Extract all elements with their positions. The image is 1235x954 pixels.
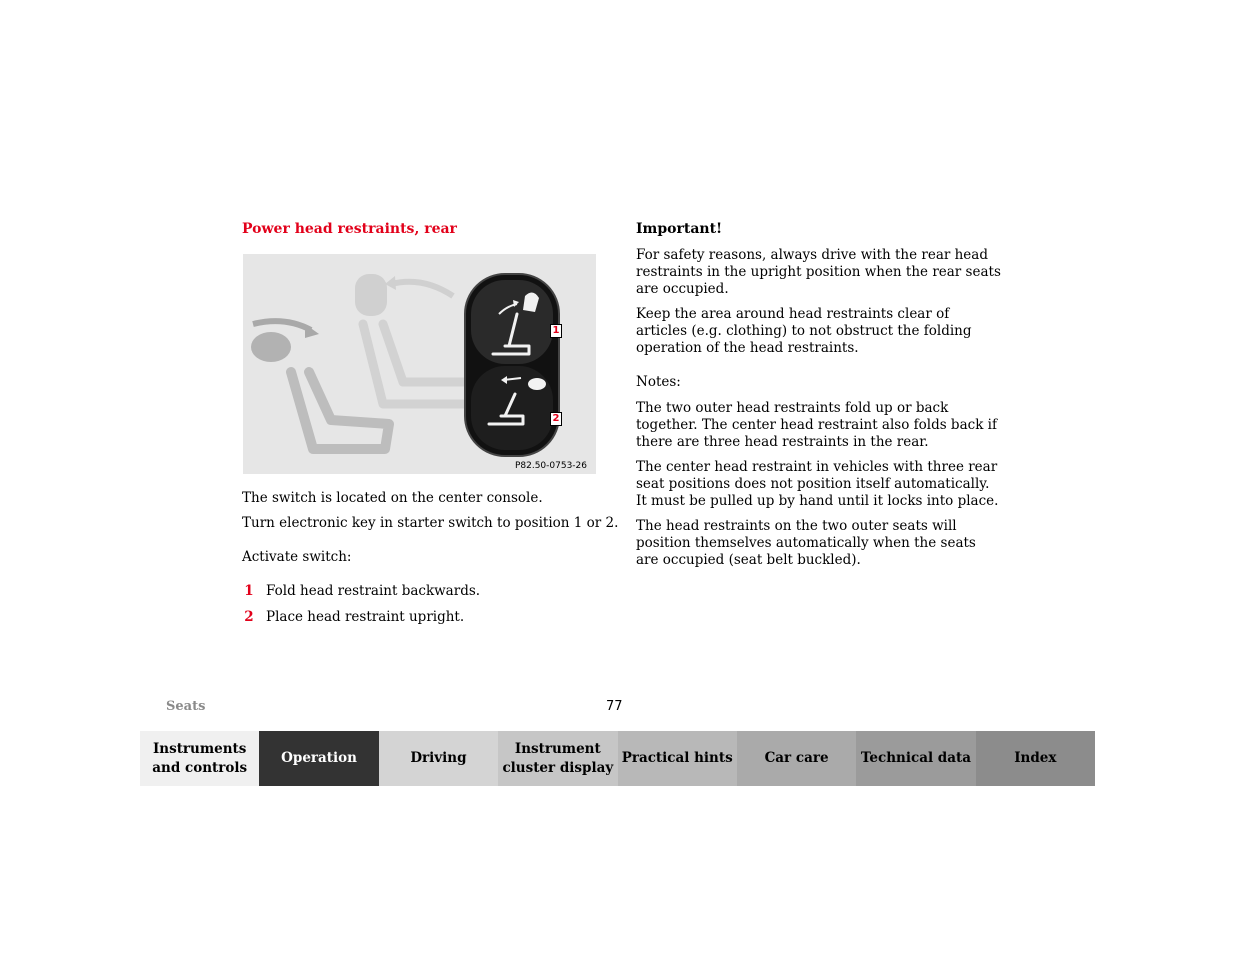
important-paragraph-1: For safety reasons, always drive with the rear head restraints in the upright position when the rear seats are occupied. — [636, 247, 1001, 297]
tab-label: Car care — [764, 750, 829, 766]
footer-section-name: Seats — [166, 699, 206, 714]
step-number: 2 — [244, 609, 254, 625]
tab-index[interactable] — [976, 731, 1095, 786]
step-text: Fold head restraint backwards. — [266, 583, 481, 599]
notes-paragraph-3: The head restraints on the two outer seats will position themselves automatically when the seats are occupied (seat belt buckled). — [636, 518, 976, 568]
tab-label: Index — [1014, 750, 1057, 766]
tab-practical-hints[interactable] — [618, 731, 737, 786]
tab-label: Instruments and controls — [152, 740, 248, 776]
tab-driving[interactable] — [379, 731, 498, 786]
switch-illustration — [243, 254, 596, 474]
step-text: Place head restraint upright. — [266, 609, 465, 625]
tab-instrument-cluster-display[interactable] — [498, 731, 617, 786]
seat-switch-diagram — [243, 254, 596, 474]
callout-2: 2 — [550, 412, 562, 426]
notes-paragraph-1: The two outer head restraints fold up or back together. The center head restraint also folds back if there are three head restraints in the rear. — [636, 400, 997, 450]
tab-label: Driving — [410, 750, 467, 766]
tab-label: Practical hints — [621, 750, 733, 766]
paragraph-switch-location: The switch is located on the center console. — [242, 490, 543, 506]
step-number: 1 — [244, 583, 254, 599]
page-number: 77 — [606, 699, 623, 714]
section-title: Power head restraints, rear — [242, 221, 457, 237]
tab-label: Technical data — [860, 750, 971, 766]
list-item — [242, 609, 622, 627]
tab-label: Instrument cluster display — [502, 740, 614, 776]
chapter-nav-bar — [140, 731, 1095, 786]
callout-1: 1 — [550, 324, 562, 338]
notes-heading: Notes: — [636, 374, 681, 390]
paragraph-activate-switch: Activate switch: — [242, 549, 352, 565]
important-heading: Important! — [636, 221, 723, 237]
important-paragraph-2: Keep the area around head restraints clear of articles (e.g. clothing) to not obstruct the folding operation of the head restraints. — [636, 306, 972, 356]
upright-headrest-shape — [355, 274, 387, 316]
tab-instruments-and-controls[interactable] — [140, 731, 259, 786]
notes-paragraph-2: The center head restraint in vehicles with three rear seat positions does not position itself automatically. It must be pulled up by hand until it locks into place. — [636, 459, 999, 509]
tab-operation[interactable] — [259, 731, 378, 786]
tab-technical-data[interactable] — [856, 731, 975, 786]
tab-car-care[interactable] — [737, 731, 856, 786]
list-item — [242, 583, 622, 601]
figure-code: P82.50-0753-26 — [514, 461, 587, 471]
tab-label: Operation — [281, 750, 357, 766]
folded-headrest-shape — [251, 332, 291, 362]
paragraph-key-position: Turn electronic key in starter switch to position 1 or 2. — [242, 515, 619, 531]
